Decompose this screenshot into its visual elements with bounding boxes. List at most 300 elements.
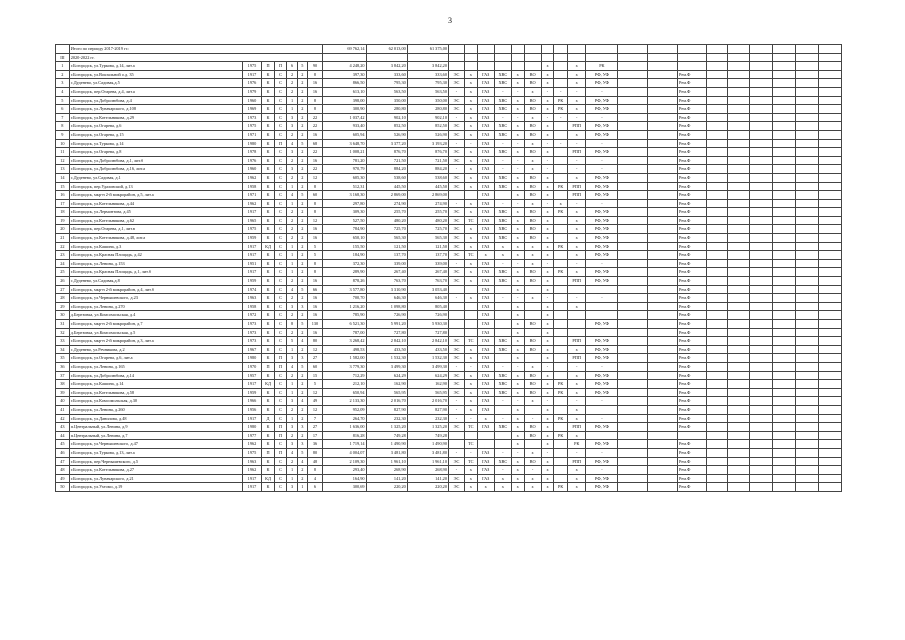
row-service-12 <box>648 337 678 346</box>
row-service-4: - <box>494 139 511 148</box>
row-wall-material: К <box>262 268 275 277</box>
row-empty-cell <box>773 79 796 88</box>
row-service-5: х <box>511 388 524 397</box>
row-residential-area: 3 842,20 <box>407 62 448 71</box>
row-service-2: х <box>465 259 478 268</box>
row-address: п.Центральный, ул.Ленина, д.7 <box>69 431 242 440</box>
row-service-4: ХВС <box>494 79 511 88</box>
row-service-2: х <box>465 87 478 96</box>
row-type: С <box>274 216 287 225</box>
row-number: 32 <box>56 328 70 337</box>
row-service-5: - <box>511 397 524 406</box>
row-empty-cell <box>706 457 728 466</box>
row-number: 4 <box>56 87 70 96</box>
row-wall-material: К <box>262 311 275 320</box>
row-living-area: 480,20 <box>366 216 407 225</box>
row-empty-cell <box>750 457 773 466</box>
row-entrances: 2 <box>297 251 307 260</box>
row-wall-material: П <box>262 448 275 457</box>
row-number: 6 <box>56 105 70 114</box>
row-empty-cell <box>818 251 841 260</box>
row-empty-cell <box>796 302 819 311</box>
row-living-area: 1 490,90 <box>366 440 407 449</box>
row-service-10: РК <box>586 62 618 71</box>
row-service-12 <box>648 225 678 234</box>
table-row <box>56 474 865 483</box>
row-empty-cell <box>818 122 841 131</box>
row-fund-source: Рем.Ф <box>678 362 707 371</box>
row-service-5: х <box>511 277 524 286</box>
row-floors: 3 <box>287 354 297 363</box>
row-empty-cell <box>728 320 750 329</box>
row-service-12 <box>648 371 678 380</box>
row-service-12 <box>648 285 678 294</box>
row-service-12 <box>648 259 678 268</box>
row-address: г.Богородск, ул.Вокзальной о.д. 35 <box>69 70 242 79</box>
row-service-9: х <box>568 268 586 277</box>
row-apartments: 27 <box>307 423 322 432</box>
row-empty-cell <box>728 277 750 286</box>
row-living-area: 763,70 <box>366 277 407 286</box>
row-service-3: ГАЗ <box>477 328 494 337</box>
row-service-5: х <box>511 216 524 225</box>
row-wall-material: К <box>262 208 275 217</box>
row-service-9 <box>568 311 586 320</box>
row-empty-cell <box>773 302 796 311</box>
row-empty-cell <box>796 242 819 251</box>
row-type: С <box>274 440 287 449</box>
row-wall-material: К <box>262 277 275 286</box>
row-living-area: 274,90 <box>366 199 407 208</box>
row-service-2: х <box>465 466 478 475</box>
row-address: д.Березовка, ул.Комсомольская, д.4 <box>69 311 242 320</box>
row-address: г.Богородск, ул.Котельникова, д.29 <box>69 113 242 122</box>
row-service-11 <box>618 113 648 122</box>
row-entrances: 2 <box>297 371 307 380</box>
row-service-12 <box>648 182 678 191</box>
row-service-3: ГАЗ <box>477 208 494 217</box>
row-service-2: - <box>465 414 478 423</box>
row-entrances: 2 <box>297 294 307 303</box>
row-service-10: - <box>586 139 618 148</box>
row-empty-cell <box>818 388 841 397</box>
row-empty-cell <box>773 199 796 208</box>
row-service-2 <box>465 62 478 71</box>
row-total-area: 2 109,30 <box>322 457 366 466</box>
row-apartments: 4 <box>307 474 322 483</box>
row-residential-area: 795,30 <box>407 79 448 88</box>
row-year: 1977 <box>242 431 261 440</box>
row-service-7: х <box>541 328 554 337</box>
row-service-3: ГАЗ <box>477 320 494 329</box>
row-wall-material: К <box>262 354 275 363</box>
row-service-5: х <box>511 130 524 139</box>
row-address: п.Центральный, ул.Ленина, д.9 <box>69 423 242 432</box>
row-total-area: 712,29 <box>322 371 366 380</box>
row-type: С <box>274 320 287 329</box>
row-service-5: х <box>511 345 524 354</box>
row-empty-cell <box>728 397 750 406</box>
row-service-1: ЭС <box>448 156 464 165</box>
row-service-4: ХВС <box>494 105 511 114</box>
row-empty-cell <box>773 70 796 79</box>
row-residential-area: 726,90 <box>407 311 448 320</box>
row-service-7: х <box>541 457 554 466</box>
row-service-5: - <box>511 362 524 371</box>
row-service-3: ГАЗ <box>477 311 494 320</box>
row-service-5: х <box>511 225 524 234</box>
row-residential-area: 1 325,20 <box>407 423 448 432</box>
row-entrances: 2 <box>297 113 307 122</box>
row-empty-cell <box>706 302 728 311</box>
housing-register-table <box>55 44 865 492</box>
row-address: г.Богородск, ул.Кашина, д.3 <box>69 242 242 251</box>
row-service-4 <box>494 328 511 337</box>
row-service-9: - <box>568 87 586 96</box>
row-service-6: ВО <box>524 70 541 79</box>
row-service-1 <box>448 62 464 71</box>
row-service-8 <box>554 457 568 466</box>
row-service-3: ГАЗ <box>477 362 494 371</box>
row-living-area: 902,10 <box>366 113 407 122</box>
row-service-12 <box>648 388 678 397</box>
row-service-8 <box>554 440 568 449</box>
row-empty-cell <box>773 423 796 432</box>
row-empty-cell <box>706 113 728 122</box>
row-service-9: х <box>568 225 586 234</box>
row-residential-area: 721,50 <box>407 156 448 165</box>
row-empty-cell <box>728 268 750 277</box>
row-service-8 <box>554 362 568 371</box>
row-service-4: - <box>494 397 511 406</box>
row-service-9: РПП <box>568 277 586 286</box>
row-service-11 <box>618 259 648 268</box>
row-living-area: 137,70 <box>366 251 407 260</box>
row-type: С <box>274 87 287 96</box>
row-service-4: ХВС <box>494 345 511 354</box>
row-year: 1975 <box>242 448 261 457</box>
row-service-6: ВО <box>524 337 541 346</box>
row-service-10: РФ, УФ <box>586 345 618 354</box>
row-wall-material: К <box>262 130 275 139</box>
row-empty-cell <box>706 191 728 200</box>
row-empty-cell <box>773 448 796 457</box>
row-address: г.Богородск, мкр-н 2-й микрорайон, д.7 <box>69 320 242 329</box>
row-service-8: РК <box>554 208 568 217</box>
row-entrances: 2 <box>297 345 307 354</box>
row-entrances: 2 <box>297 431 307 440</box>
row-total-area: 397,30 <box>322 70 366 79</box>
row-living-area: 267,40 <box>366 268 407 277</box>
row-empty-cell <box>818 483 841 492</box>
row-total-area: 527,50 <box>322 216 366 225</box>
row-service-5: х <box>511 79 524 88</box>
row-empty-cell <box>750 448 773 457</box>
row-wall-material: К <box>262 70 275 79</box>
row-service-11 <box>618 208 648 217</box>
row-residential-area: 3 499,30 <box>407 362 448 371</box>
row-fund-source: Рем.Ф <box>678 234 707 243</box>
row-service-6 <box>524 440 541 449</box>
row-service-5: х <box>511 354 524 363</box>
row-service-7: х <box>541 337 554 346</box>
row-service-6: ВО <box>524 320 541 329</box>
row-living-area: 433,50 <box>366 345 407 354</box>
row-type: П <box>274 139 287 148</box>
row-service-11 <box>618 431 648 440</box>
row-entrances: 3 <box>297 302 307 311</box>
row-year: 1973 <box>242 320 261 329</box>
row-service-7: - <box>541 87 554 96</box>
row-fund-source: Рем.Ф <box>678 414 707 423</box>
row-total-area: 1 216,20 <box>322 302 366 311</box>
row-address: г.Богородск, ул.Ленина, д.270 <box>69 302 242 311</box>
row-empty-cell <box>796 79 819 88</box>
row-empty-cell <box>750 268 773 277</box>
row-service-4 <box>494 285 511 294</box>
table-row <box>56 216 865 225</box>
row-service-10: РФ, УФ <box>586 182 618 191</box>
row-service-9: - <box>568 397 586 406</box>
row-empty-cell <box>750 139 773 148</box>
row-service-1: ЭС <box>448 457 464 466</box>
row-empty-cell <box>750 79 773 88</box>
row-service-6: ВО <box>524 122 541 131</box>
row-service-2: х <box>465 483 478 492</box>
row-service-5: х <box>511 380 524 389</box>
row-service-6 <box>524 62 541 71</box>
row-empty-cell <box>773 328 796 337</box>
row-empty-cell <box>818 440 841 449</box>
row-service-1: ЭС <box>448 225 464 234</box>
row-service-4: - <box>494 165 511 174</box>
row-empty-cell <box>728 173 750 182</box>
row-service-10: РФ, УФ <box>586 208 618 217</box>
row-fund-source: Рем.Ф <box>678 457 707 466</box>
row-residential-area: 727,80 <box>407 328 448 337</box>
row-service-9: х <box>568 234 586 243</box>
row-type: С <box>274 70 287 79</box>
row-service-11 <box>618 79 648 88</box>
table-row <box>56 268 865 277</box>
row-residential-area: 1 490,90 <box>407 440 448 449</box>
row-residential-area: 902,10 <box>407 113 448 122</box>
row-service-6: ВО <box>524 191 541 200</box>
row-floors: 3 <box>287 122 297 131</box>
row-empty-cell <box>750 259 773 268</box>
row-apartments: 22 <box>307 148 322 157</box>
row-service-8: - <box>554 113 568 122</box>
row-empty-cell <box>750 345 773 354</box>
row-empty-cell <box>796 199 819 208</box>
row-wall-material: К <box>262 337 275 346</box>
row-residential-area: 884,20 <box>407 165 448 174</box>
row-service-1: ЭС <box>448 70 464 79</box>
row-service-9: х <box>568 414 586 423</box>
row-service-4 <box>494 440 511 449</box>
row-empty-cell <box>728 345 750 354</box>
row-empty-cell <box>750 173 773 182</box>
row-fund-source: Рем.Ф <box>678 354 707 363</box>
row-service-3: ГАЗ <box>477 139 494 148</box>
row-service-5: - <box>511 139 524 148</box>
row-apartments: 27 <box>307 354 322 363</box>
row-type: С <box>274 191 287 200</box>
row-empty-cell <box>750 337 773 346</box>
table-row <box>56 62 865 71</box>
row-empty-cell <box>750 234 773 243</box>
row-service-2: ТС <box>465 216 478 225</box>
row-living-area: 646,30 <box>366 294 407 303</box>
row-service-11 <box>618 388 648 397</box>
row-empty-cell <box>706 354 728 363</box>
row-number: 3 <box>56 79 70 88</box>
row-year: 1980 <box>242 139 261 148</box>
row-service-1: ЭС <box>448 277 464 286</box>
row-service-12 <box>648 320 678 329</box>
row-service-5: х <box>511 371 524 380</box>
row-service-1: ЭС <box>448 216 464 225</box>
row-service-6: ВО <box>524 371 541 380</box>
row-service-11 <box>618 62 648 71</box>
row-service-6: х <box>524 87 541 96</box>
row-service-3: ГАЗ <box>477 96 494 105</box>
row-empty-cell <box>796 285 819 294</box>
row-service-7: - <box>541 199 554 208</box>
row-service-6: х <box>524 294 541 303</box>
row-number: 39 <box>56 388 70 397</box>
row-service-4: - <box>494 113 511 122</box>
row-service-8 <box>554 337 568 346</box>
row-empty-cell <box>796 414 819 423</box>
row-total-area: 6 521,30 <box>322 320 366 329</box>
row-service-10 <box>586 311 618 320</box>
row-residential-area: 268,90 <box>407 466 448 475</box>
row-service-9 <box>568 320 586 329</box>
table-row <box>56 79 865 88</box>
row-service-9: х <box>568 371 586 380</box>
table-row <box>56 251 865 260</box>
table-row <box>56 483 865 492</box>
row-fund-source: Рем.Ф <box>678 96 707 105</box>
row-empty-cell <box>750 285 773 294</box>
row-service-3: ГАЗ <box>477 122 494 131</box>
row-empty-cell <box>818 199 841 208</box>
row-service-8: РК <box>554 242 568 251</box>
row-living-area: 121,50 <box>366 242 407 251</box>
row-apartments: 66 <box>307 285 322 294</box>
row-service-8 <box>554 466 568 475</box>
row-service-2 <box>465 302 478 311</box>
row-service-10: РФ, УФ <box>586 457 618 466</box>
row-service-12 <box>648 362 678 371</box>
row-service-8 <box>554 122 568 131</box>
row-fund-source: Рем.Ф <box>678 345 707 354</box>
row-residential-area: 445,50 <box>407 182 448 191</box>
row-empty-cell <box>750 320 773 329</box>
row-floors: 1 <box>287 268 297 277</box>
row-service-3: ГАЗ <box>477 148 494 157</box>
row-total-area: 300,90 <box>322 105 366 114</box>
row-empty-cell <box>818 182 841 191</box>
row-type: С <box>274 148 287 157</box>
row-service-6: ВО <box>524 457 541 466</box>
row-empty-cell <box>818 448 841 457</box>
row-empty-cell <box>706 182 728 191</box>
row-service-4: х <box>494 242 511 251</box>
row-entrances: 2 <box>297 277 307 286</box>
row-service-3: ГАЗ <box>477 70 494 79</box>
row-number: 22 <box>56 242 70 251</box>
row-living-area: 721,50 <box>366 156 407 165</box>
row-number: 25 <box>56 268 70 277</box>
row-service-9: х <box>568 96 586 105</box>
row-living-area: 280,80 <box>366 105 407 114</box>
row-living-area: 827,90 <box>366 405 407 414</box>
row-type: С <box>274 165 287 174</box>
row-year: 1959 <box>242 388 261 397</box>
row-apartments: 48 <box>307 457 322 466</box>
row-service-4: ХВС <box>494 216 511 225</box>
row-service-8 <box>554 259 568 268</box>
row-wall-material: К <box>262 148 275 157</box>
row-total-area: 3 577,80 <box>322 285 366 294</box>
row-living-area: 526,90 <box>366 130 407 139</box>
row-empty-cell <box>706 122 728 131</box>
row-service-8 <box>554 156 568 165</box>
row-entrances: 5 <box>297 320 307 329</box>
row-service-7: - <box>541 294 554 303</box>
table-row <box>56 311 865 320</box>
row-entrances: 2 <box>297 328 307 337</box>
row-empty-cell <box>750 96 773 105</box>
row-empty-cell <box>706 397 728 406</box>
row-service-12 <box>648 466 678 475</box>
row-empty-cell <box>750 216 773 225</box>
row-apartments: 16 <box>307 225 322 234</box>
row-floors: 8 <box>287 320 297 329</box>
row-empty-cell <box>750 466 773 475</box>
row-service-10 <box>586 285 618 294</box>
row-service-3: ГАЗ <box>477 87 494 96</box>
row-service-9: х <box>568 483 586 492</box>
row-empty-cell <box>818 371 841 380</box>
row-living-area: 3 310,90 <box>366 285 407 294</box>
row-empty-cell <box>750 165 773 174</box>
row-service-12 <box>648 251 678 260</box>
row-service-8 <box>554 70 568 79</box>
row-wall-material: КД <box>262 380 275 389</box>
row-type: С <box>274 371 287 380</box>
table-row <box>56 242 865 251</box>
row-wall-material: К <box>262 216 275 225</box>
row-service-1: ЭС <box>448 371 464 380</box>
row-service-9: х <box>568 405 586 414</box>
row-service-7: х <box>541 62 554 71</box>
row-fund-source: Рем.Ф <box>678 216 707 225</box>
row-empty-cell <box>706 148 728 157</box>
row-living-area: 1 098,80 <box>366 302 407 311</box>
row-floors: 1 <box>287 182 297 191</box>
row-service-1: - <box>448 165 464 174</box>
row-service-4: ХВС <box>494 182 511 191</box>
row-empty-cell <box>773 156 796 165</box>
row-empty-cell <box>728 388 750 397</box>
row-total-area: 1 037,42 <box>322 113 366 122</box>
row-fund-source: Рем.Ф <box>678 105 707 114</box>
row-service-6: ВО <box>524 225 541 234</box>
row-apartments: 8 <box>307 466 322 475</box>
